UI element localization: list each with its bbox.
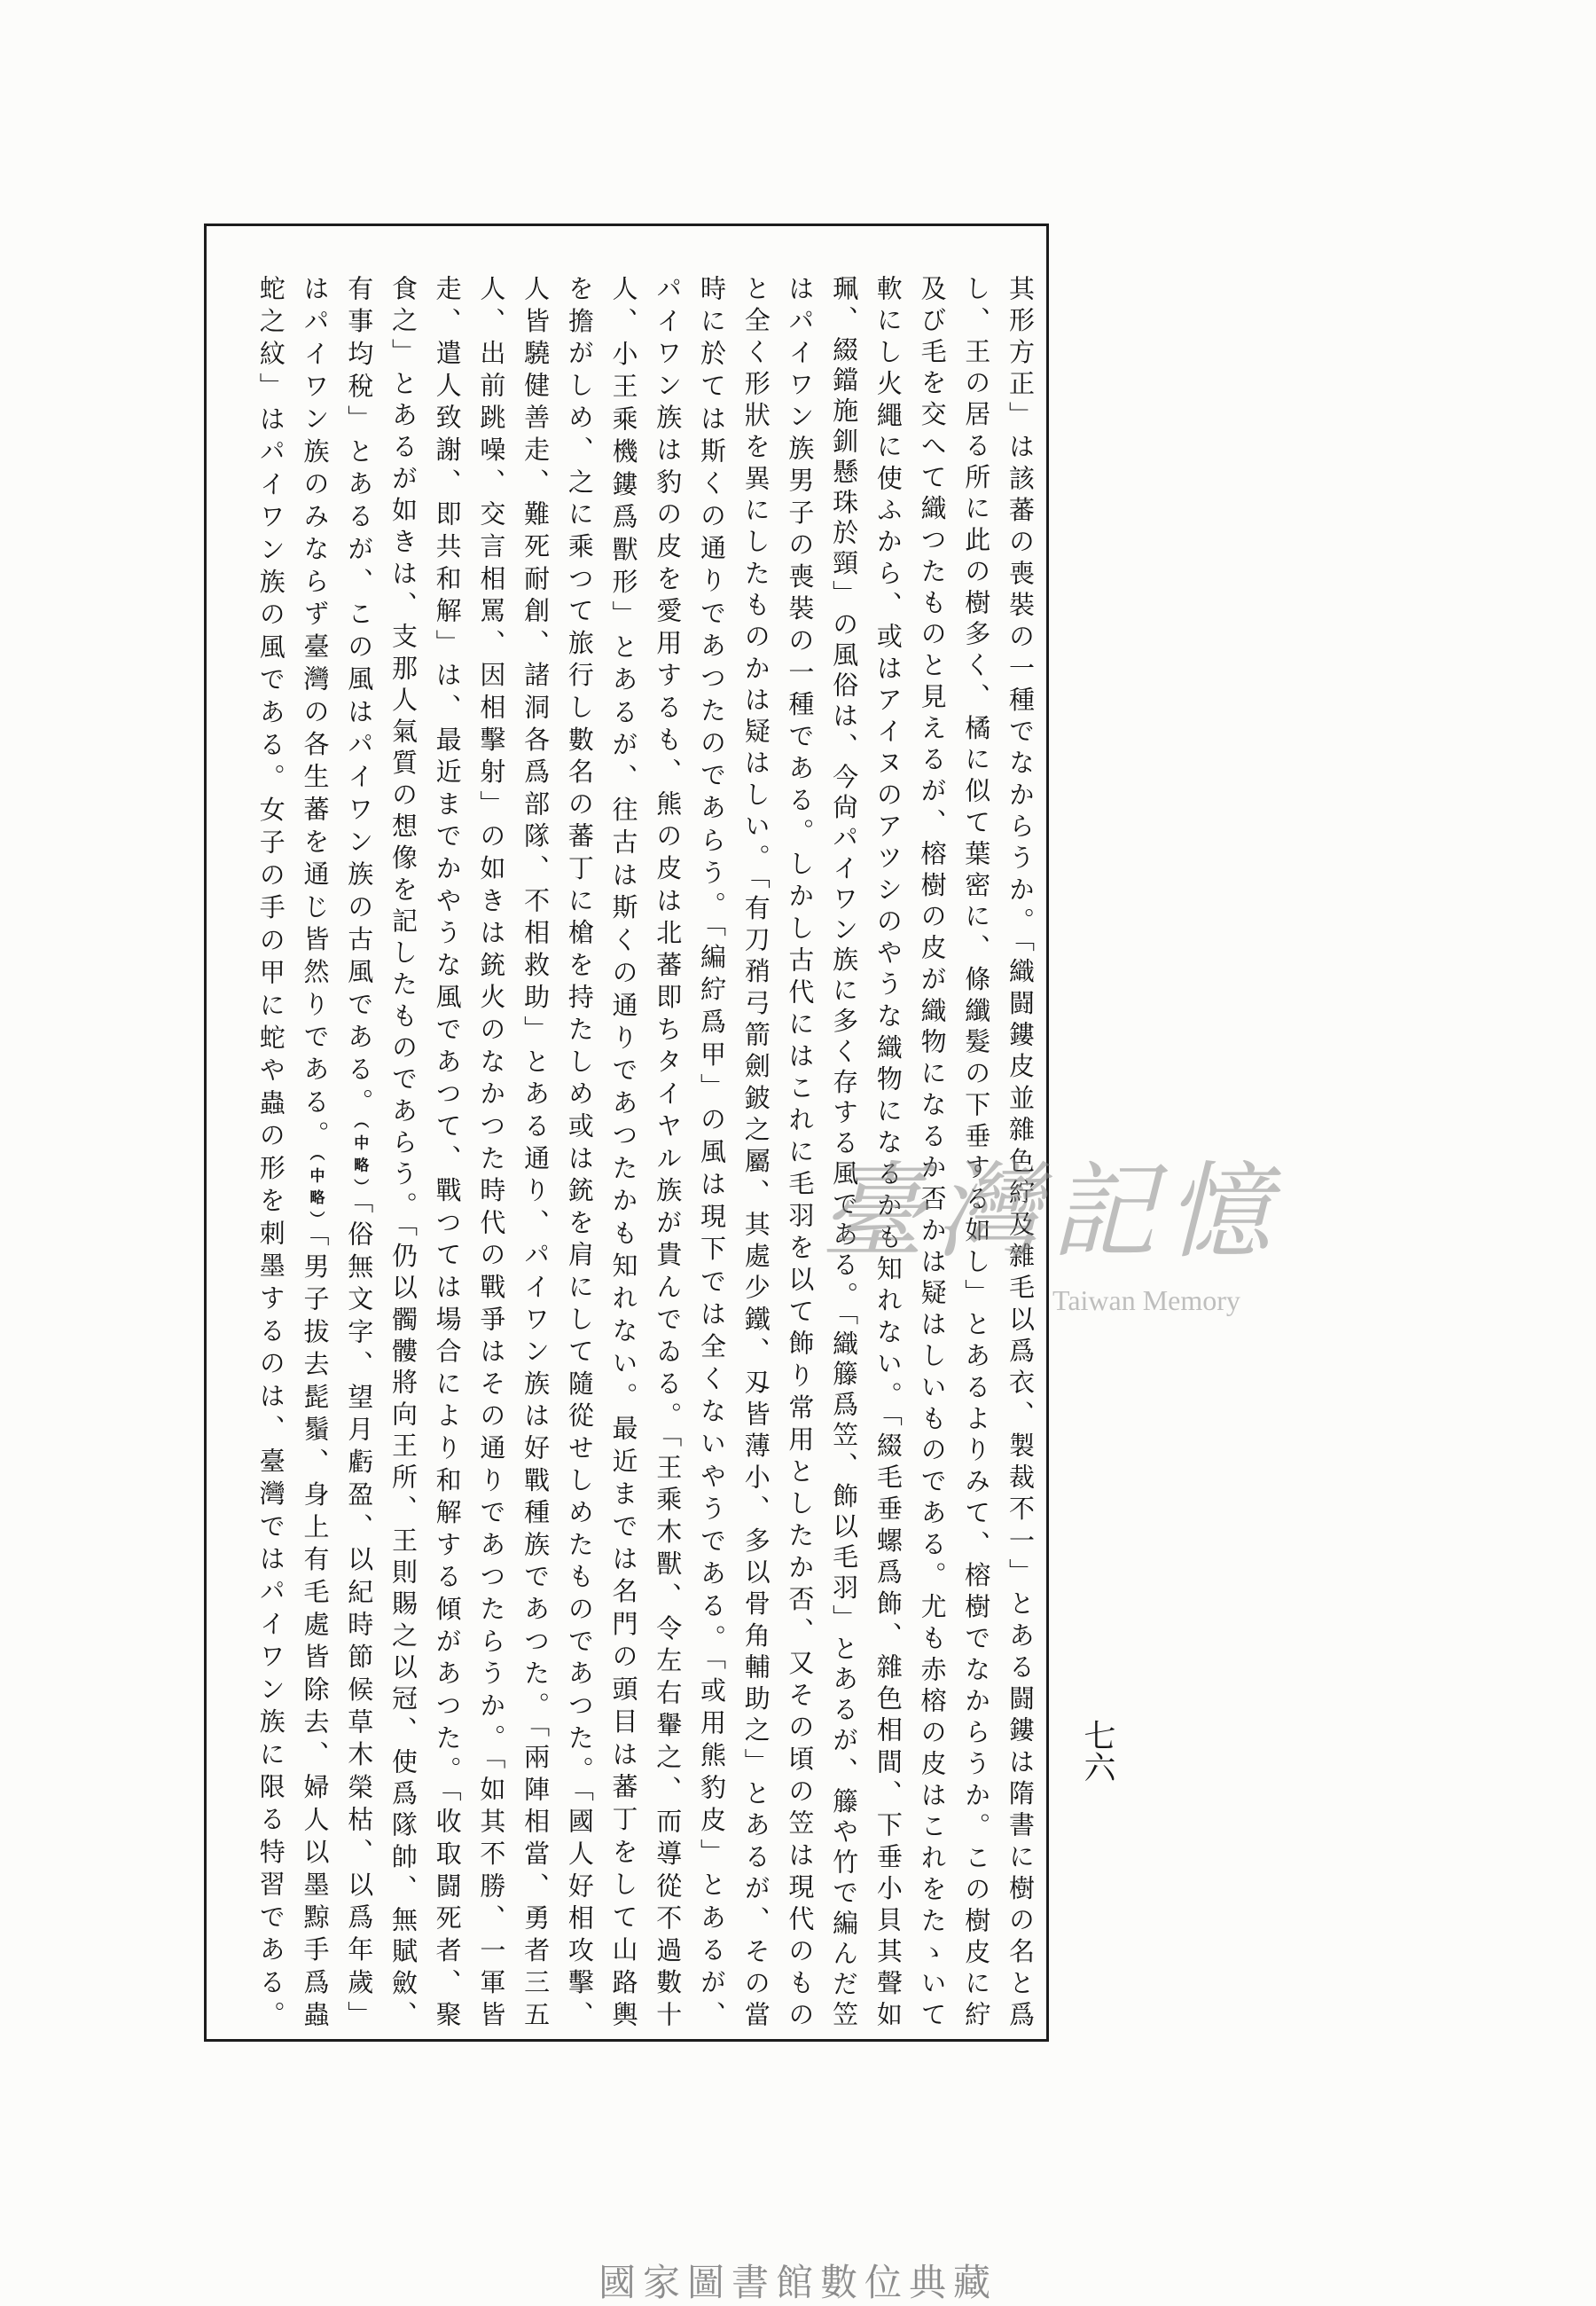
column-text: 人皆驍健善走、難死耐創、諸洞各爲部隊、不相救助」とある通り、パイワン族は好戰種族であつた。「兩陣相當、勇者三五 [520, 275, 552, 2027]
column-text: 人、小王乘機鏤爲獸形」とあるが、往古は斯くの通りであつたかも知れない。最近までは名門の頭目は蕃丁をして山路輿 [608, 275, 639, 2027]
text-column [248, 275, 293, 2027]
watermark-logo-subtitle: Taiwan Memory [1052, 1284, 1240, 1316]
text-column [380, 275, 425, 2027]
omission-note: （中略） [350, 1120, 369, 1201]
column-text: 時に於ては斯くの通りであつたのであらう。「編紵爲甲」の風は現下では全くないやうである。「或用熊豹皮」とあるが、 [696, 275, 727, 2027]
taiwan-memory-watermark-logo [820, 1149, 1286, 1327]
text-column [293, 275, 337, 2027]
omission-note: （中略） [306, 1153, 325, 1234]
text-column [733, 275, 778, 2027]
column-text: を擔がしめ、之に乘つて旅行し數名の蕃丁に槍を持たしめ或は銃を肩にして隨從せしめたものであつた。「國人好相攻擊、 [564, 275, 595, 2027]
text-column [601, 275, 645, 2027]
column-text: し、王の居る所に此の樹多く、橘に似て葉密に、條纖髮の下垂する如し」とあるよりみて、榕樹でなからうか。この樹皮に紵 [961, 275, 992, 2028]
column-text: パイワン族は豹の皮を愛用するも、熊の皮は北蕃即ちタイヤル族が貴んでゐる。「王乘木獸、令左右轝之、而導從不過數十 [653, 275, 684, 2027]
text-column [425, 275, 469, 2027]
text-column [645, 275, 690, 2027]
text-column [512, 275, 557, 2027]
text-column [557, 275, 601, 2027]
column-text: 珮、綴鐺施釧懸珠於頸」の風俗は、今尙パイワン族に多く存する風である。「織籐爲笠、飾以毛羽」とあるが、籐や竹で編んだ笠 [829, 275, 860, 2028]
library-credit-watermark: 國家圖書館數位典藏 [598, 2261, 998, 2304]
column-text-continued: 「俗無文字、望月虧盈、以紀時節候草木榮枯、以爲年歲」 [344, 1200, 375, 2028]
column-text: 走、遣人致謝、即共和解」は、最近までかやうな風であつて、戰つては場合により和解する傾があつた。「收取闘死者、聚 [432, 275, 463, 2027]
column-text: 人、出前跳噪、交言相罵、因相擊射」の如きは銃火のなかつた時代の戰爭はその通りであつたらうか。「如其不勝、一軍皆 [476, 275, 507, 2027]
column-text: 其形方正」は該蕃の喪裝の一種でなからうか。「織闘鏤皮並雜色紵及雜毛以爲衣、製裁不一」とある闘鏤は隋書に樹の名と爲 [1005, 275, 1036, 2028]
column-text: 軟にし火繩に使ふから、或はアイヌのアツシのやうな織物になるかも知れない。「綴毛垂螺爲飾、雜色相間、下垂小貝其聲如 [872, 275, 904, 2027]
column-text: 蛇之紋」はパイワン族の風である。女子の手の甲に蛇や蟲の形を刺墨するのは、臺灣ではパイワン族に限る特習である。 [255, 275, 286, 2028]
column-text: 及び毛を交へて織つたものと見えるが、榕樹の皮が織物になるか否かは疑はしいものである。尤も赤榕の皮はこれをたゝいて [917, 275, 948, 2028]
column-text: 有事均稅」とあるが、この風はパイワン族の古風である。 [344, 275, 375, 1121]
column-text-continued: 「男子拔去髭鬚、身上有毛處皆除去、婦人以墨黥手爲蟲 [300, 1233, 331, 2028]
page-number: 七六 [1079, 1719, 1115, 1783]
column-text: はパイワン族のみならず臺灣の各生蕃を通じ皆然りである。 [300, 275, 331, 1154]
text-column [469, 275, 513, 2027]
column-text: はパイワン族男子の喪裝の一種である。しかし古代にはこれに毛羽を以て飾り常用としたか否、又その頃の笠は現代のもの [785, 275, 816, 2027]
column-text: と全く形狀を異にしたものかは疑はしい。「有刀矟弓箭劍鈹之屬、其處少鐵、刄皆薄小、多以骨角輔助之」とあるが、その當 [740, 275, 771, 2027]
text-column [689, 275, 733, 2027]
watermark-logo-text: 臺灣記憶 [820, 1150, 1282, 1273]
text-column [337, 275, 381, 2027]
text-column [778, 275, 822, 2027]
column-text: 食之」とあるが如きは、支那人氣質の想像を記したものであらう。「仍以髑髏將向王所、王則賜之以冠、使爲隊帥、無賦斂、 [387, 275, 419, 2027]
